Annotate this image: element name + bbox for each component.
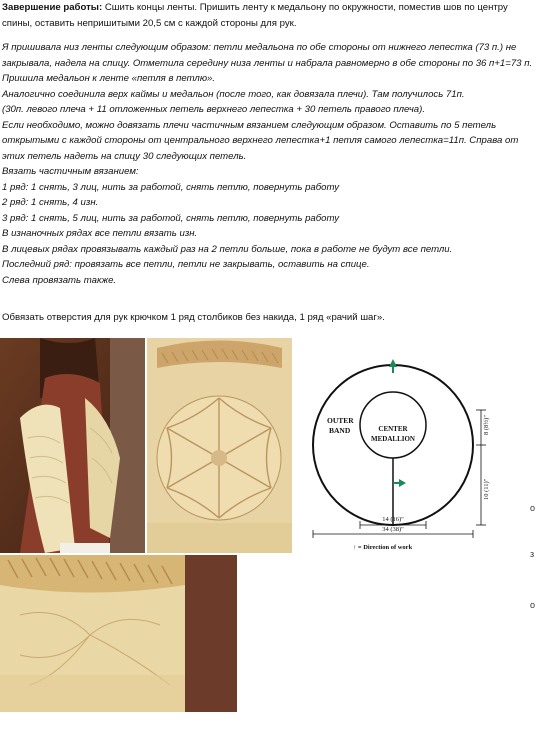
dim-right-bottom: 10 (11)" xyxy=(483,478,490,500)
photo-closeup-shoulder xyxy=(0,555,237,712)
instruction-line: 3 ряд: 1 снять, 5 лиц, нить за работой, снять петлю, повернуть работу xyxy=(2,212,340,224)
outer-label-1: OUTER xyxy=(327,416,354,425)
outer-label-2: BAND xyxy=(329,426,351,435)
legend: ↑ = Direction of work xyxy=(353,544,413,551)
schematic-diagram xyxy=(298,345,513,560)
edge-mark: з xyxy=(530,549,535,559)
instruction-line: В лицевых рядах провязывать каждый раз на 2 петли больше, пока в работе не будут все петли. xyxy=(2,243,453,255)
dim-bottom-inner: 14 (16)" xyxy=(382,516,404,523)
dim-right-top: 8 (8½)" xyxy=(483,415,490,435)
instruction-line: (30п. левого плеча + 11 отложенных петель верхнего лепестка + 30 петель правого плеча). xyxy=(2,104,425,115)
instruction-line: 2 ряд: 1 снять, 4 изн. xyxy=(2,197,99,208)
edge-mark: о xyxy=(530,600,536,610)
photo-back-medallion xyxy=(147,338,292,553)
center-label-2: MEDALLION xyxy=(371,435,415,443)
instruction-line: Последний ряд: провязать все петли, петли не закрывать, оставить на спице. xyxy=(2,259,370,270)
intro-paragraph xyxy=(2,0,540,31)
instructions-block xyxy=(2,40,540,288)
instruction-line: В изнаночных рядах все петли вязать изн. xyxy=(2,228,198,239)
edge-mark: о xyxy=(530,503,536,513)
intro-text: Сшить концы ленты. Пришить ленту к медальону по окружности, поместив шов по центру спины, оставить непришитыми 20,5 см с каждой стороны для рук. xyxy=(2,2,508,29)
armholes-paragraph: Обвязать отверстия для рук крючком 1 ряд столбиков без накида, 1 ряд «рачий шаг». xyxy=(2,312,385,323)
photo-model-wearing-vest xyxy=(0,338,145,553)
center-label-1: CENTER xyxy=(378,425,408,433)
dim-bottom-outer: 34 (38)" xyxy=(382,526,404,533)
instruction-line: Слева провязать также. xyxy=(2,274,117,286)
instruction-line: Вязать частичным вязанием: xyxy=(2,166,139,177)
intro-label: Завершение работы: xyxy=(2,2,103,13)
instruction-line: 1 ряд: 1 снять, 3 лиц, нить за работой, снять петлю, повернуть работу xyxy=(2,181,340,193)
direction-arrow-top xyxy=(389,359,397,367)
instruction-line: Если необходимо, можно довязать плечи частичным вязанием следующим образом. Оставить по 5 петель открытыми с каждой стороны от центрального верхнего лепестка+1 петля самого лепестка=11п. Справа от этих петель надеть на спицу 30 следующих петель. xyxy=(2,119,519,162)
instruction-line: Я пришивала низ ленты следующим образом: петли медальона по обе стороны от нижнего лепестка (73 п.) не закрывала, надела на спицу. Отметила середину низа ленты и набрала равномерно в обе стороны по 36 п+1=73 п. Пришила медальон к ленте «петля в петлю». xyxy=(2,42,533,84)
instruction-line: Аналогично соединила верх каймы и медальон (после того, как довязала плечи). Там получилось 71п. xyxy=(2,88,465,100)
direction-arrow-right xyxy=(399,479,406,487)
